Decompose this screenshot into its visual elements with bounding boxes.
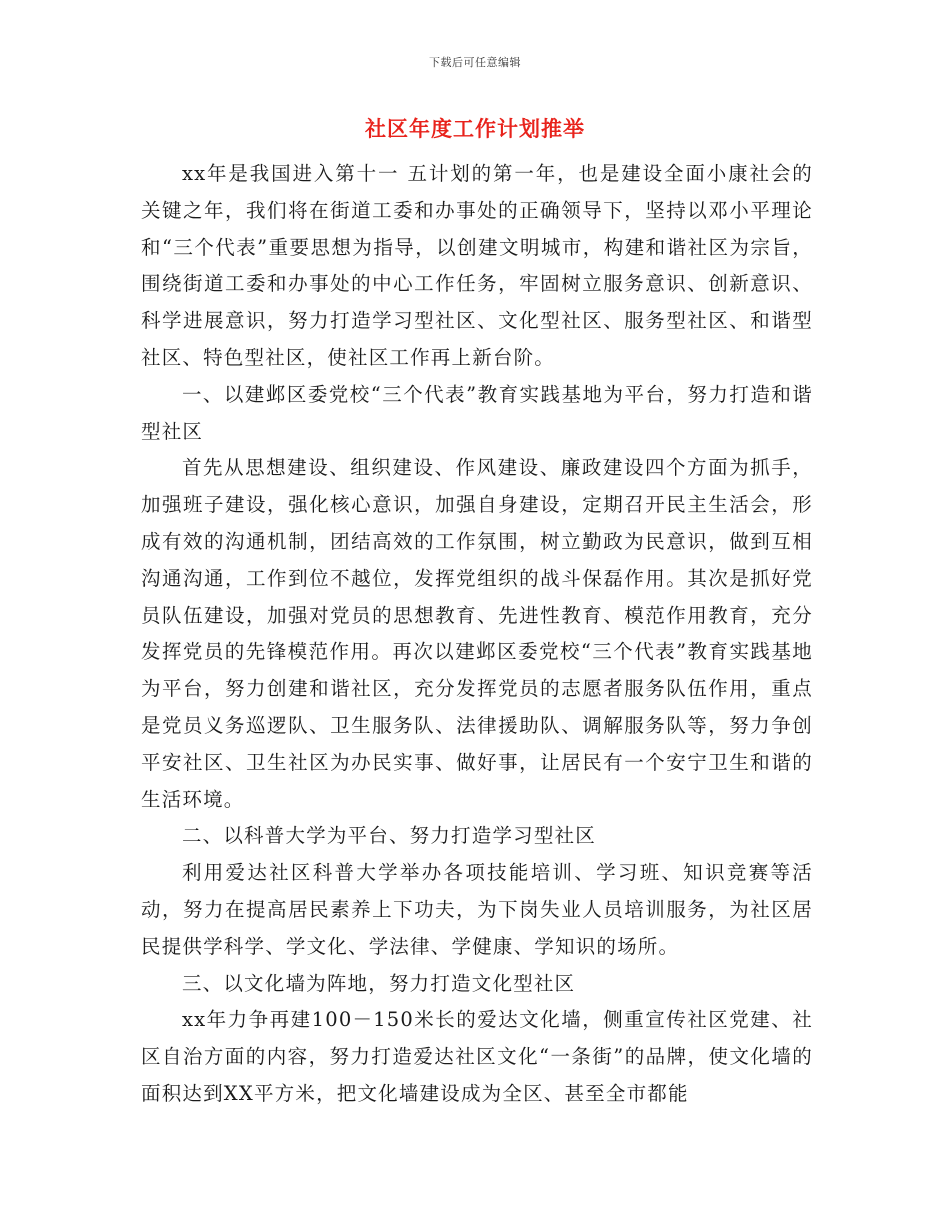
download-note: 下载后可任意编辑 [429, 56, 521, 69]
document-body [141, 156, 813, 1113]
paragraph-section-2: 利用爱达社区科普大学举办各项技能培训、学习班、知识竞赛等活动，努力在提高居民素养上下功夫，为下岗失业人员培训服务，为社区居民提供学科学、学文化、学法律、学健康、学知识的场所。 [141, 861, 813, 958]
section-heading-1: 一、以建邺区委党校“三个代表”教育实践基地为平台，努力打造和谐型社区 [141, 382, 813, 443]
section-heading-2: 二、以科普大学为平台、努力打造学习型社区 [181, 824, 596, 848]
document-title: 社区年度工作计划推举 [365, 116, 585, 141]
paragraph-section-1: 首先从思想建设、组织建设、作风建设、廉政建设四个方面为抓手，加强班子建设，强化核心意识，加强自身建设，定期召开民主生活会，形成有效的沟通机制，团结高效的工作氛围，树立勤政为民意识，做到互相沟通沟通，工作到位不越位，发挥党组织的战斗保磊作用。其次是抓好党员队伍建设，加强对党员的思想教育、先进性教育、模范作用教育，充分发挥党员的先锋模范作用。再次以建邺区委党校“三个代表”教育实践基地为平台，努力创建和谐社区，充分发挥党员的志愿者服务队伍作用，重点是党员义务巡逻队、卫生服务队、法律援助队、调解服务队等，努力争创平安社区、卫生社区为办民实事、做好事，让居民有一个安宁卫生和谐的生活环境。 [141, 456, 813, 811]
paragraph-section-3: xx年力争再建100－150米长的爱达文化墙，侧重宣传社区党建、社区自治方面的内容，努力打造爱达社区文化“一条街”的品牌，使文化墙的面积达到XX平方米，把文化墙建设成为全区、甚至全市都能 [141, 1008, 813, 1105]
section-heading-3: 三、以文化墙为阵地，努力打造文化型社区 [181, 971, 576, 995]
paragraph-intro: xx年是我国进入第十一 五计划的第一年，也是建设全面小康社会的关键之年，我们将在街道工委和办事处的正确领导下，坚持以邓小平理论和“三个代表”重要思想为指导，以创建文明城市，构建和谐社区为宗旨，围绕街道工委和办事处的中心工作任务，牢固树立服务意识、创新意识、科学进展意识，努力打造学习型社区、文化型社区、服务型社区、和谐型社区、特色型社区，使社区工作再上新台阶。 [141, 162, 813, 369]
